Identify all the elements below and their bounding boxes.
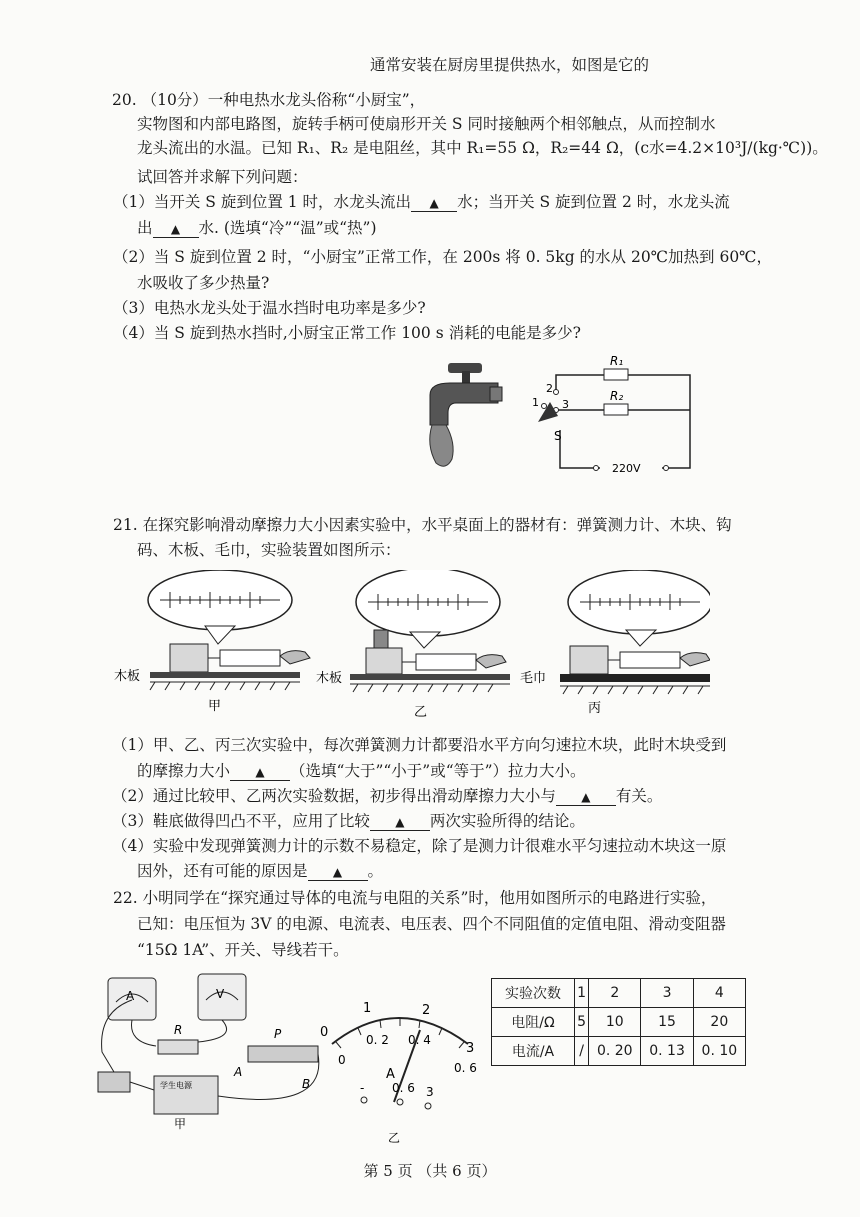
- q21-part1a: （1）甲、乙、丙三次实验中，每次弹簧测力计都要沿水平方向匀速拉木块，此时木块受到: [112, 736, 727, 754]
- caption-yi: 乙: [414, 705, 428, 720]
- caption-yi-22: 乙: [388, 1131, 401, 1145]
- svg-text:0. 4: 0. 4: [408, 1033, 431, 1047]
- svg-text:P: P: [274, 1027, 282, 1041]
- svg-text:0. 2: 0. 2: [366, 1033, 389, 1047]
- svg-text:2: 2: [546, 382, 553, 395]
- q20-line1-head: 通常安装在厨房里提供热水，如图是它的: [370, 56, 650, 74]
- water-stream: [430, 425, 453, 466]
- figure-bing: [520, 570, 710, 716]
- q20-line2: 实物图和内部电路图，旋转手柄可使扇形开关 S 同时接触两个相邻触点，从而控制水: [137, 115, 716, 133]
- q20-line4: 试回答并求解下列问题：: [137, 168, 308, 186]
- caption-jia-22: 甲: [174, 1117, 187, 1131]
- q20-line3: 龙头流出的水温。已知 R₁、R₂ 是电阻丝，其中 R₁=55 Ω，R₂=44 Ω，(c水=4.2×10³J/(kg·℃))。: [137, 139, 828, 157]
- q20-part1a: （1）当开关 S 旋到位置 1 时，水龙头流出 ▲ 水；当开关 S 旋到位置 2 时，水龙头流: [113, 193, 730, 211]
- ammeter-dial: [308, 992, 483, 1152]
- surface-label-jia: 木板: [114, 669, 141, 684]
- svg-text:学生电源: 学生电源: [160, 1081, 192, 1090]
- resistor-r1: [604, 369, 628, 380]
- q21-line2: 码、木板、毛巾，实验装置如图所示：: [137, 541, 401, 559]
- svg-text:A: A: [234, 1065, 243, 1079]
- resistor-r: [158, 1040, 198, 1054]
- label-voltage: 220V: [612, 462, 641, 475]
- svg-text:2: 2: [422, 1003, 431, 1018]
- svg-text:3: 3: [562, 398, 569, 411]
- q21-line1: 21. 在探究影响滑动摩擦力大小因素实验中，水平桌面上的器材有：弹簧测力计、木块、钩: [113, 516, 732, 534]
- label-r2: R₂: [610, 389, 624, 403]
- resistor-r2: [604, 404, 628, 415]
- svg-text:-: -: [360, 1081, 365, 1095]
- label-r1: R₁: [610, 354, 624, 368]
- q21-part4a: （4）实验中发现弹簧测力计的示数不易稳定，除了是测力计很难水平匀速拉动木块这一原: [112, 837, 727, 855]
- answer-blank: ▲: [411, 195, 457, 212]
- friction-figures: [110, 570, 710, 720]
- q20-part2a: （2）当 S 旋到位置 2 时，“小厨宝”正常工作，在 200s 将 0. 5kg 的水从 20℃加热到 60℃，: [113, 248, 773, 266]
- svg-text:R: R: [174, 1023, 183, 1037]
- answer-blank: ▲: [556, 789, 616, 806]
- figure-jia: [114, 570, 310, 714]
- faucet-illustration: [420, 355, 510, 475]
- caption-jia: 甲: [208, 699, 222, 714]
- circuit-diagram: [520, 350, 710, 480]
- q21-part1b: 的摩擦力大小 ▲ （选填“大于”“小于”或“等于”）拉力大小。: [137, 762, 586, 780]
- table-row: 电流/A / 0. 20 0. 13 0. 10: [492, 1037, 746, 1066]
- answer-blank: ▲: [153, 221, 199, 238]
- switch-s: [538, 402, 558, 422]
- q22-line1: 22. 小明同学在“探究通过导体的电流与电阻的关系”时，他用如图所示的电路进行实验，: [113, 889, 717, 907]
- q21-part2: （2）通过比较甲、乙两次实验数据，初步得出滑动摩擦力大小与 ▲ 有关。: [112, 787, 663, 805]
- answer-blank: ▲: [230, 764, 290, 781]
- answer-blank: ▲: [308, 864, 368, 881]
- page-footer: 第 5 页 （共 6 页）: [363, 1162, 497, 1180]
- q22-line2: 已知：电压恒为 3V 的电源、电流表、电压表、四个不同阻值的定值电阻、滑动变阻器: [137, 915, 726, 933]
- surface-label-bing: 毛巾: [520, 671, 547, 686]
- q20-part3: （3）电热水龙头处于温水挡时电功率是多少?: [113, 299, 426, 317]
- svg-text:3: 3: [426, 1085, 434, 1099]
- q22-line3: “15Ω 1A”、开关、导线若干。: [137, 941, 349, 959]
- svg-text:1: 1: [532, 396, 539, 409]
- q20-part4: （4）当 S 旋到热水挡时,小厨宝正常工作 100 s 消耗的电能是多少?: [113, 324, 581, 342]
- figure-yi: [316, 570, 510, 720]
- data-table: [491, 978, 746, 1066]
- svg-text:1: 1: [363, 1001, 372, 1016]
- switch: [98, 1072, 130, 1092]
- answer-blank: ▲: [370, 814, 430, 831]
- svg-text:V: V: [216, 987, 225, 1001]
- svg-text:0: 0: [338, 1053, 346, 1067]
- table-row: 实验次数 1 2 3 4: [492, 979, 746, 1008]
- svg-text:A: A: [386, 1067, 395, 1082]
- q21-part3: （3）鞋底做得凹凸不平，应用了比较 ▲ 两次实验所得的结论。: [112, 812, 585, 830]
- label-switch: S: [554, 429, 562, 443]
- svg-text:0. 6: 0. 6: [454, 1061, 477, 1075]
- svg-text:A: A: [126, 989, 135, 1003]
- svg-text:0. 6: 0. 6: [392, 1081, 415, 1095]
- table-row: 电阻/Ω 5 10 15 20: [492, 1008, 746, 1037]
- q20-part2b: 水吸收了多少热量?: [137, 274, 270, 292]
- surface-label-yi: 木板: [316, 671, 343, 686]
- svg-text:B: B: [302, 1077, 311, 1091]
- caption-bing: 丙: [588, 701, 602, 716]
- q20-line1: 20. （10分）一种电热水龙头俗称“小厨宝”，: [112, 91, 426, 109]
- circuit-apparatus: [88, 972, 328, 1132]
- svg-text:0: 0: [320, 1025, 329, 1040]
- q21-part4b: 因外，还有可能的原因是 ▲ 。: [137, 862, 384, 880]
- svg-text:3: 3: [466, 1041, 475, 1056]
- faucet-body: [430, 383, 498, 425]
- q20-part1b: 出 ▲ 水. (选填“冷”“温”或“热”): [137, 219, 377, 237]
